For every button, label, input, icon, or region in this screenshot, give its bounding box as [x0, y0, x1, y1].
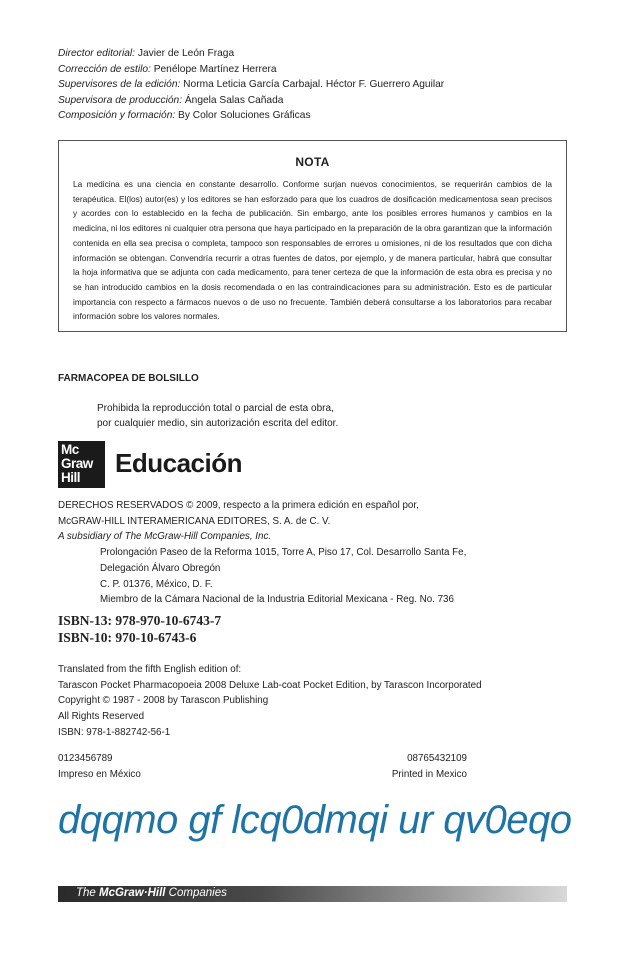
credit-line: Supervisora de producción: Ángela Salas Cañada — [58, 94, 284, 106]
mcgraw-hill-logo: Mc Graw Hill — [58, 441, 105, 488]
isbn-13: ISBN-13: 978-970-10-6743-7 — [58, 613, 222, 628]
translation-block: Translated from the fifth English edition of: Tarascon Pocket Pharmacopoeia 2008 Deluxe Lab-coat Pocket Edition, by Tarascon Incorporated Copyright © 1987 - 2008 by Tarascon Publishing All Rights Reserved ISBN: 978-1-882742-56-1 — [58, 664, 482, 738]
companies-label: The McGraw·Hill Companies — [76, 887, 227, 899]
printed-in-en: Printed in Mexico — [391, 769, 467, 780]
rights-block: DERECHOS RESERVADOS © 2009, respecto a la primera edición en español por, McGRAW-HILL INTERAMERICANA EDITORES, S. A. de C. V. A subsidiary of The McGraw-Hill Companies, Inc. Prolongación Paseo de la Reforma 1015, Torre A, Piso 17, Col. Desarrollo Santa Fe, Delegación Álvaro Obregón C. P. 01376, México, D. F. Miembro de la Cámara Nacional de la Industria Editorial Mexicana - Reg. No. 736 — [58, 500, 467, 606]
print-number-right: 08765432109 — [407, 753, 467, 764]
printing-info — [58, 751, 467, 783]
nota-box — [58, 140, 567, 332]
credits-block — [58, 46, 444, 124]
printed-in-es: Impreso en México — [58, 769, 141, 780]
isbn-10: ISBN-10: 970-10-6743-6 — [58, 630, 197, 645]
garbled-text-line: dqqmo gf lcq0dmqi ur qv0eqo — [58, 798, 572, 842]
credit-line: Director editorial: Javier de León Fraga — [58, 48, 235, 59]
print-number-left: 0123456789 — [58, 753, 113, 764]
credit-line: Supervisores de la edición: Norma Leticia García Carbajal. Héctor F. Guerrero Aguilar — [58, 79, 445, 90]
nota-body: La medicina es una ciencia en constante desarrollo. Conforme surjan nuevos conocimientos, se requerirán cambios de la terapéutica. El(los) autor(es) y los editores se han esforzado para que los cuadros de dosificación medicamentosa sean precisos y acordes con lo establecido en la fecha de publicación. Sin embargo, ante los posibles errores humanos y cambios en la medicina, ni los editores ni cualquier otra persona que haya participado en la preparación de la obra garantizan que la información contenida en ella sea precisa o completa, tampoco son responsables de errores u omisiones, ni de los resultados que con dicha información se obtengan. Convendría recurrir a otras fuentes de datos, por ejemplo, y de manera particular, habrá que consultar la hoja informativa que se adjunta con cada medicamento, para tener certeza de que la información de esta obra es precisa y no se han introducido cambios en la dosis recomendada o en las contraindicaciones para su administración. Esto es de particular importancia con respecto a fármacos nuevos o de uso no frecuente. También deberá consultarse a los laboratorios para recabar información sobre los valores normales. — [73, 179, 552, 322]
credit-line: Composición y formación: By Color Soluciones Gráficas — [58, 110, 311, 121]
prohibition-notice: Prohibida la reproducción total o parcial de esta obra, por cualquier medio, sin autorización escrita del editor. — [97, 403, 339, 429]
educacion-wordmark: Educación — [115, 448, 242, 478]
book-title: FARMACOPEA DE BOLSILLO — [58, 373, 199, 384]
isbn-block — [58, 612, 221, 646]
nota-title: NOTA — [295, 155, 330, 169]
mcgraw-hill-companies-bar — [58, 886, 567, 902]
credit-line: Corrección de estilo: Penélope Martínez Herrera — [58, 63, 277, 75]
